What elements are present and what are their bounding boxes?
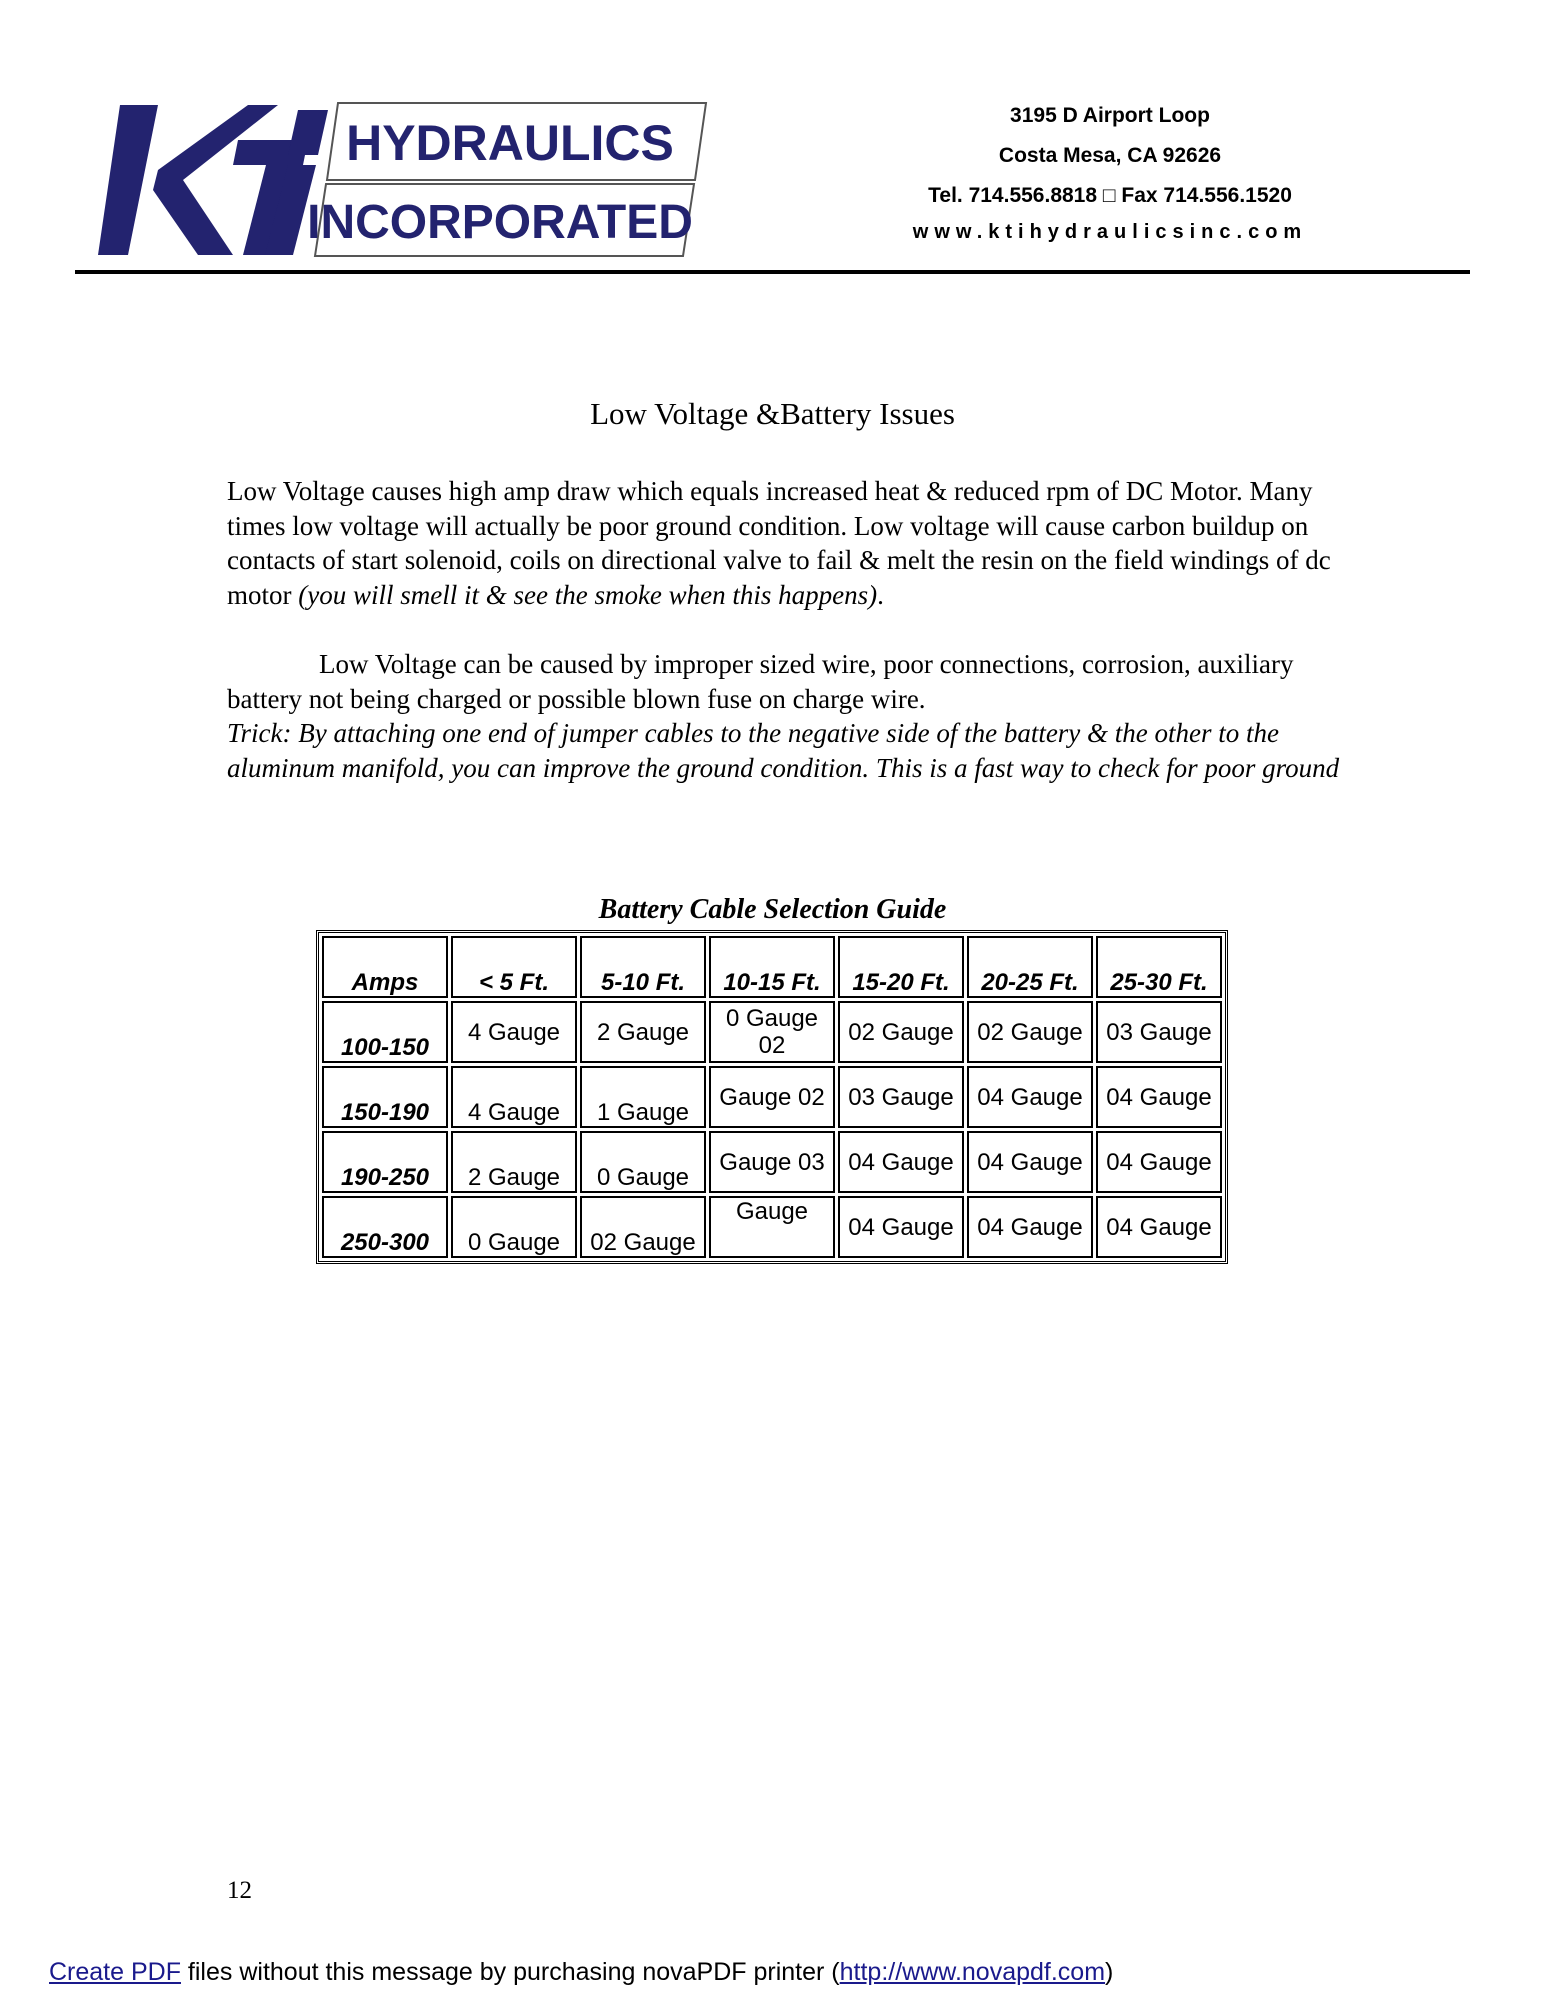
table-cell: 4 Gauge [451, 1066, 577, 1128]
page-title: Low Voltage &Battery Issues [590, 396, 955, 431]
header-10-15: 10-15 Ft. [709, 936, 835, 998]
paragraph-1-italic: (you will smell it & see the smoke when this happens) [298, 579, 878, 610]
header-amps: Amps [322, 936, 448, 998]
table-cell: 4 Gauge [451, 1001, 577, 1063]
table-cell: 02 Gauge [580, 1196, 706, 1258]
table-cell: 04 Gauge [838, 1131, 964, 1193]
logo-line2: INCORPORATED [307, 196, 693, 249]
header-lt5: < 5 Ft. [451, 936, 577, 998]
table-cell: 04 Gauge [1096, 1196, 1222, 1258]
cell-amps: 250-300 [322, 1196, 448, 1258]
table-cell: 02 Gauge [838, 1001, 964, 1063]
table-cell: 04 Gauge [967, 1196, 1093, 1258]
table-cell: 2 Gauge [580, 1001, 706, 1063]
paragraph-1 [227, 474, 1347, 612]
header-5-10: 5-10 Ft. [580, 936, 706, 998]
company-logo [98, 100, 708, 262]
header-15-20: 15-20 Ft. [838, 936, 964, 998]
create-pdf-link[interactable]: Create PDF [49, 1958, 181, 1986]
cell-amps: 100-150 [322, 1001, 448, 1063]
table-cell: 04 Gauge [967, 1131, 1093, 1193]
table-cell: 1 Gauge [580, 1066, 706, 1128]
table-cell: 04 Gauge [838, 1196, 964, 1258]
table-cell: 04 Gauge [1096, 1066, 1222, 1128]
header-divider [75, 270, 1470, 274]
paragraph-1-text: Low Voltage causes high amp draw which equals increased heat & reduced rpm of DC Motor. Many times low voltage will actually be poor ground condition. Low voltage will cause carbon buildup on contacts of start solenoid, coils on directional valve to fail & melt the resin on the field windings of dc motor [227, 476, 1331, 610]
paragraph-2: Low Voltage can be caused by improper sized wire, poor connections, corrosion, auxiliary battery not being charged or possible blown fuse on charge wire. [227, 649, 1294, 714]
table-cell: 02 Gauge [967, 1001, 1093, 1063]
logo-line1: HYDRAULICS [346, 115, 674, 171]
table-cell: 2 Gauge [451, 1131, 577, 1193]
table-cell: 03 Gauge [1096, 1001, 1222, 1063]
table-cell: 0 Gauge 02 [709, 1001, 835, 1063]
paragraph-1-end: . [877, 579, 884, 610]
table-cell: 04 Gauge [967, 1066, 1093, 1128]
phone-fax: Tel. 714.556.8818 □ Fax 714.556.1520 [928, 184, 1292, 207]
kti-hydraulics-logo [98, 100, 708, 262]
battery-cable-table [316, 930, 1228, 1264]
novapdf-link[interactable]: http://www.novapdf.com [839, 1958, 1106, 1986]
pdf-notice [49, 1958, 1113, 1987]
table-caption: Battery Cable Selection Guide [598, 894, 947, 925]
address-line1: 3195 D Airport Loop [1010, 104, 1210, 127]
table-row [322, 1196, 1222, 1258]
table-cell: Gauge [709, 1196, 835, 1258]
header-20-25: 20-25 Ft. [967, 936, 1093, 998]
page-number: 12 [227, 1877, 252, 1904]
pdf-notice-text: files without this message by purchasing novaPDF printer ( [180, 1958, 840, 1986]
table-cell: 0 Gauge [580, 1131, 706, 1193]
table-row [322, 1066, 1222, 1128]
table-header-row [322, 936, 1222, 998]
trick-paragraph: Trick: By attaching one end of jumper cables to the negative side of the battery & the other to the aluminum manifold, you can improve the ground condition. This is a fast way to check for poor ground [227, 718, 1340, 783]
cell-amps: 150-190 [322, 1066, 448, 1128]
table-cell: Gauge 03 [709, 1131, 835, 1193]
table-cell: 04 Gauge [1096, 1131, 1222, 1193]
table-row [322, 1001, 1222, 1063]
website-url[interactable]: www.ktihydraulicsinc.com [912, 221, 1308, 243]
table-row [322, 1131, 1222, 1193]
header-25-30: 25-30 Ft. [1096, 936, 1222, 998]
cell-amps: 190-250 [322, 1131, 448, 1193]
table-cell: Gauge 02 [709, 1066, 835, 1128]
table-cell: 03 Gauge [838, 1066, 964, 1128]
pdf-notice-end: ) [1105, 1958, 1114, 1986]
address-line2: Costa Mesa, CA 92626 [998, 144, 1222, 167]
table-cell: 0 Gauge [451, 1196, 577, 1258]
